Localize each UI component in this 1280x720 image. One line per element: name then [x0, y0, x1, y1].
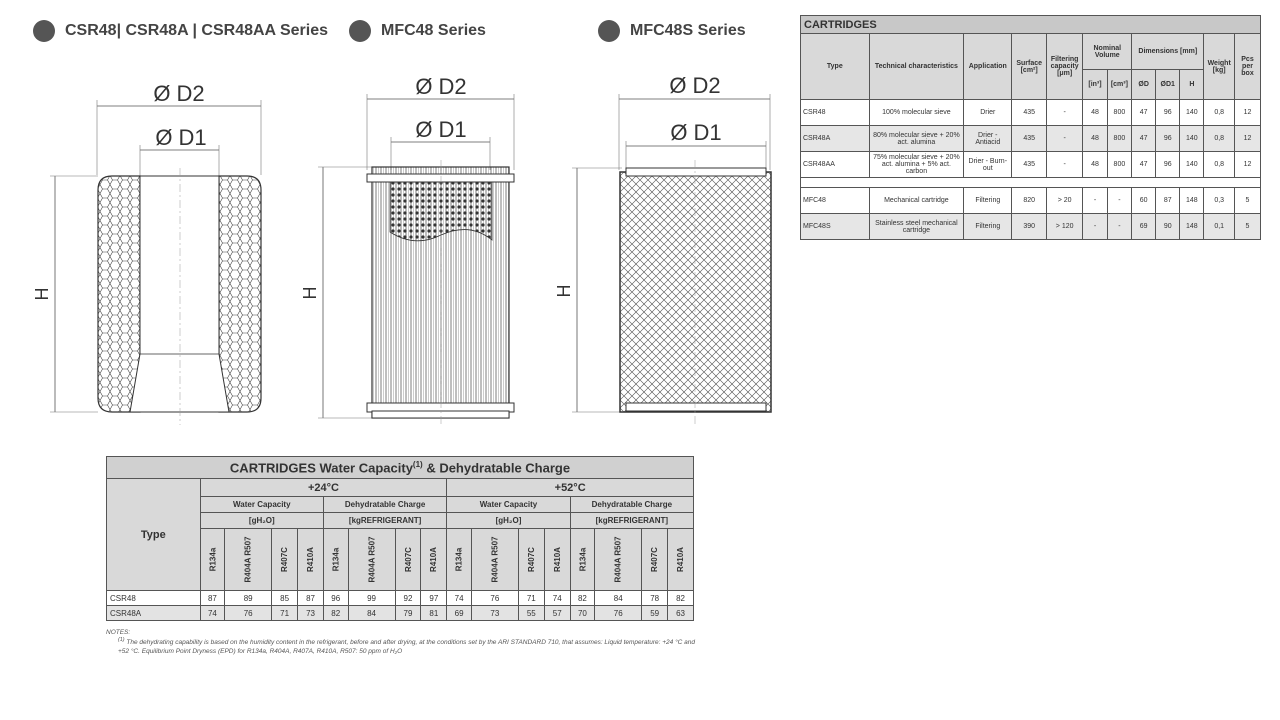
table-row: MFC48 Mechanical cartridge Filtering 820 > 20 - - 60 87 148 0,3 5 — [801, 188, 1261, 214]
dim-label-h: H — [300, 286, 320, 300]
dim-label-d1: Ø D1 — [670, 120, 722, 145]
dehydratable-charge-header: Dehydratable Charge — [323, 497, 446, 513]
table-section-title: CARTRIDGES — [801, 16, 1261, 34]
dim-label-d1: Ø D1 — [155, 125, 207, 150]
dim-label-h: H — [32, 287, 52, 301]
wc-unit: [gH₂O] — [447, 513, 570, 529]
cartridges-spec-table — [800, 15, 1261, 240]
col-od: ØD — [1132, 70, 1156, 100]
temp-52: +52°C — [447, 479, 694, 497]
ref-r407c: R407C — [518, 529, 544, 591]
table-row: MFC48S Stainless steel mechanical cartridge Filtering 390 > 120 - - 69 90 148 0,1 5 — [801, 214, 1261, 240]
ref-r410a: R410A — [668, 529, 694, 591]
col-filtering: Filtering capacity [μm] — [1046, 34, 1083, 100]
series-title: MFC48S Series — [630, 22, 746, 39]
table-row: CSR48A 74 76 71 73 82 84 79 81 69 73 55 57 70 76 59 63 — [107, 606, 694, 621]
ref-r407c: R407C — [272, 529, 298, 591]
ref-r404a: R404A R507 — [348, 529, 395, 591]
col-pcs: Pcs per box — [1235, 34, 1261, 100]
col-weight: Weight [kg] — [1204, 34, 1235, 100]
dim-label-d2: Ø D2 — [669, 73, 721, 98]
ref-r134a: R134a — [200, 529, 225, 591]
ref-r410a: R410A — [421, 529, 447, 591]
col-h: H — [1180, 70, 1204, 100]
series-title: CSR48| CSR48A | CSR48AA Series — [65, 22, 328, 39]
temp-24: +24°C — [200, 479, 447, 497]
notes-text: $^{(1)}$ The dehydrating capability is based on the humidity content in the refrigerant, before and after drying, at the conditions set by the ARI STANDARD 710, that assumes: Liquid temperature: +24 °C and +52 °C. Equilibrium Point Dryness (EPD) for R134a, R404A, R407A, R410A, R507: 50 ppm of H₂O — [118, 637, 696, 656]
col-type: Type — [801, 34, 870, 100]
dim-label-d1: Ø D1 — [415, 117, 467, 142]
ref-r404a: R404A R507 — [595, 529, 642, 591]
dim-label-d2: Ø D2 — [153, 81, 205, 106]
table-row: CSR48AA 75% molecular sieve + 20% act. alumina + 5% act. carbon Drier - Burn-out 435 - 48 800 47 96 140 0,8 12 — [801, 152, 1261, 178]
dim-label-d2: Ø D2 — [415, 74, 467, 99]
ref-r134a: R134a — [447, 529, 472, 591]
table-row: CSR48 87 89 85 87 96 99 92 97 74 76 71 74 82 84 78 82 — [107, 591, 694, 606]
ref-r404a: R404A R507 — [471, 529, 518, 591]
ref-r410a: R410A — [544, 529, 570, 591]
col-type: Type — [107, 479, 201, 591]
notes-label: NOTES: — [106, 629, 131, 636]
table-row: CSR48 100% molecular sieve Drier 435 - 48 800 47 96 140 0,8 12 — [801, 100, 1261, 126]
wc-unit: [gH₂O] — [200, 513, 323, 529]
dc-unit: [kgREFRIGERANT] — [323, 513, 446, 529]
water-capacity-header: Water Capacity — [447, 497, 570, 513]
dehydratable-charge-header: Dehydratable Charge — [570, 497, 693, 513]
ref-r410a: R410A — [298, 529, 324, 591]
ref-r407c: R407C — [395, 529, 421, 591]
dc-unit: [kgREFRIGERANT] — [570, 513, 693, 529]
col-od1: ØD1 — [1156, 70, 1180, 100]
ref-r134a: R134a — [570, 529, 595, 591]
mfc48-drawing — [318, 94, 514, 425]
col-tech: Technical characteristics — [869, 34, 964, 100]
col-vol-cm: [cm³] — [1107, 70, 1132, 100]
col-dims: Dimensions [mm] — [1132, 34, 1204, 70]
col-surface: Surface [cm²] — [1012, 34, 1046, 100]
water-capacity-header: Water Capacity — [200, 497, 323, 513]
col-app: Application — [964, 34, 1012, 100]
ref-r134a: R134a — [323, 529, 348, 591]
ref-r404a: R404A R507 — [225, 529, 272, 591]
notes — [106, 628, 706, 656]
cartridge-drawings — [0, 0, 790, 440]
series-title: MFC48 Series — [381, 22, 486, 39]
col-volume: Nominal Volume — [1083, 34, 1132, 70]
table-row: CSR48A 80% molecular sieve + 20% act. alumina Drier - Antiacid 435 - 48 800 47 96 140 0,8 12 — [801, 126, 1261, 152]
ref-r407c: R407C — [642, 529, 668, 591]
table-spacer-row — [801, 178, 1261, 188]
col-vol-in: [in³] — [1083, 70, 1107, 100]
water-table-title: CARTRIDGES Water Capacity$^{(1)}$ & Dehydratable Charge — [107, 457, 694, 479]
dim-label-h: H — [554, 284, 574, 298]
water-capacity-table — [106, 456, 694, 621]
